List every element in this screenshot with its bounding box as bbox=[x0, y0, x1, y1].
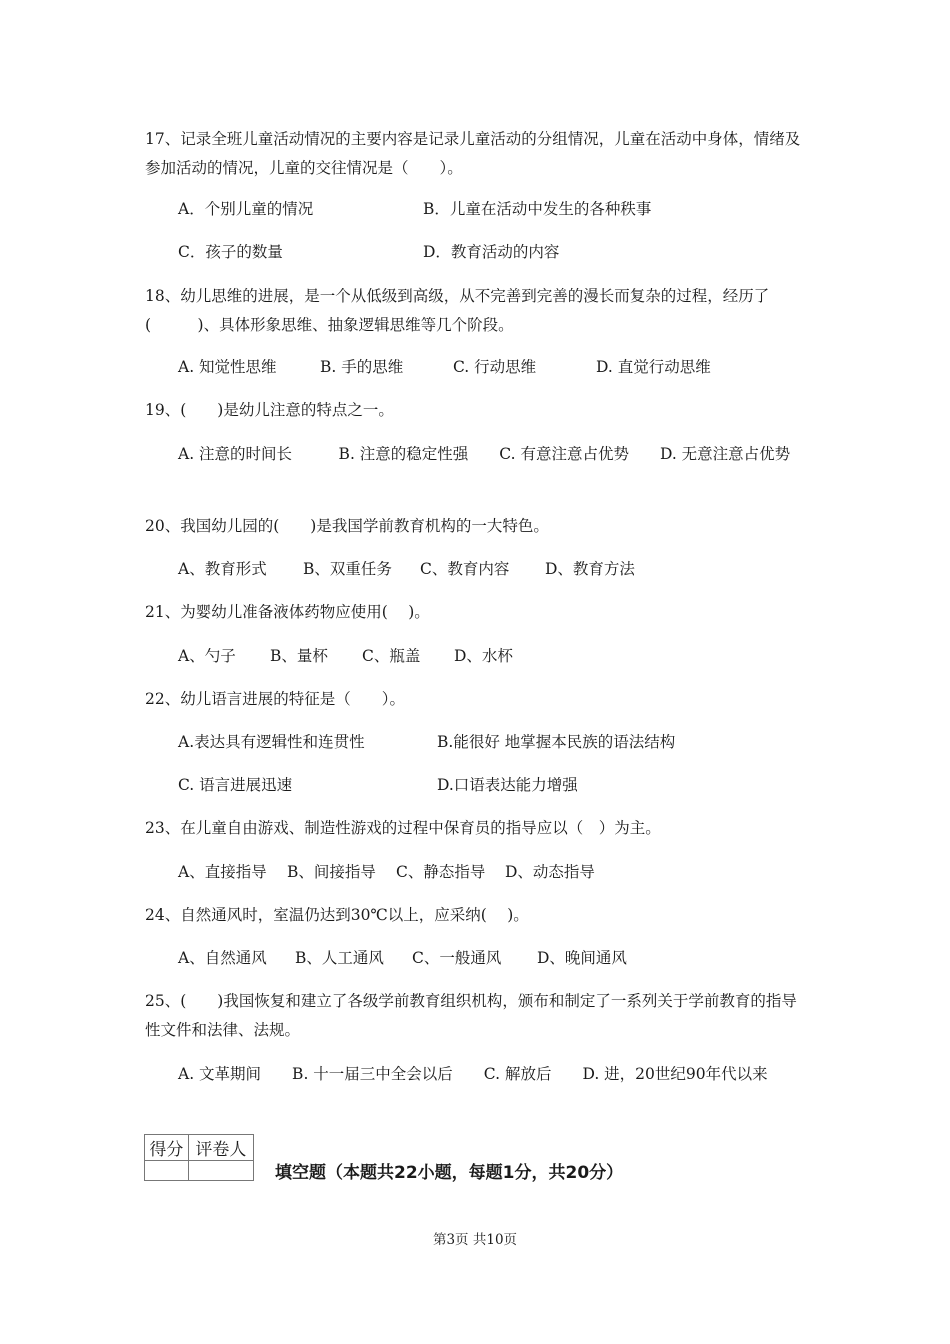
q17-option-b: B．儿童在活动中发生的各种秩事 bbox=[423, 200, 652, 218]
q20-option-a: A、教育形式 bbox=[178, 560, 267, 578]
q18-option-c: C. 行动思维 bbox=[453, 358, 537, 376]
grader-label: 评卷人 bbox=[188, 1135, 253, 1161]
grader-cell[interactable] bbox=[188, 1161, 253, 1181]
q22-option-d: D.口语表达能力增强 bbox=[437, 776, 578, 794]
question-23: 23、在儿童自由游戏、制造性游戏的过程中保育员的指导应以（ ）为主。 bbox=[145, 819, 661, 837]
q19-options: A. 注意的时间长 B. 注意的稳定性强 C. 有意注意占优势 D. 无意注意占优势 bbox=[178, 445, 791, 463]
q22-option-a: A.表达具有逻辑性和连贯性 bbox=[178, 733, 365, 751]
q24-option-b: B、人工通风 bbox=[295, 949, 384, 967]
page-footer: 第3页 共10页 bbox=[432, 1232, 518, 1248]
q22-option-b: B.能很好 地掌握本民族的语法结构 bbox=[437, 733, 676, 751]
question-22: 22、幼儿语言进展的特征是（ ）。 bbox=[145, 690, 405, 708]
q17-option-c: C．孩子的数量 bbox=[178, 243, 283, 261]
q24-option-a: A、自然通风 bbox=[178, 949, 267, 967]
q20-option-d: D、教育方法 bbox=[545, 560, 635, 578]
q17-option-d: D．教育活动的内容 bbox=[423, 243, 560, 261]
question-19: 19、( )是幼儿注意的特点之一。 bbox=[145, 401, 394, 419]
q20-option-c: C、教育内容 bbox=[420, 560, 510, 578]
q23-option-b: B、间接指导 bbox=[287, 863, 376, 881]
question-20: 20、我国幼儿园的( )是我国学前教育机构的一大特色。 bbox=[145, 517, 549, 535]
q25-options: A. 文革期间 B. 十一届三中全会以后 C. 解放后 D. 进，20世纪90年代以来 bbox=[178, 1065, 768, 1083]
q22-option-c: C. 语言进展迅速 bbox=[178, 776, 293, 794]
question-24: 24、自然通风时，室温仍达到30℃以上，应采纳( )。 bbox=[145, 906, 529, 924]
question-25: 25、( )我国恢复和建立了各级学前教育组织机构，颁布和制定了一系列关于学前教育的指导性文件和法律、法规。 bbox=[145, 992, 797, 1039]
q21-option-a: A、勺子 bbox=[178, 647, 236, 665]
q21-option-c: C、瓶盖 bbox=[362, 647, 421, 665]
score-cell[interactable] bbox=[145, 1161, 189, 1181]
q18-option-d: D. 直觉行动思维 bbox=[596, 358, 711, 376]
q17-option-a: A．个别儿童的情况 bbox=[178, 200, 314, 218]
section-title: 填空题（本题共22小题，每题1分，共20分） bbox=[275, 1163, 624, 1183]
score-box bbox=[144, 1134, 254, 1181]
question-18: 18、幼儿思维的进展，是一个从低级到高级，从不完善到完善的漫长而复杂的过程，经历了( )、具体形象思维、抽象逻辑思维等几个阶段。 bbox=[145, 287, 770, 334]
q21-option-d: D、水杯 bbox=[454, 647, 513, 665]
question-21: 21、为婴幼儿准备液体药物应使用( )。 bbox=[145, 603, 430, 621]
question-17: 17、记录全班儿童活动情况的主要内容是记录儿童活动的分组情况，儿童在活动中身体，情绪及参加活动的情况，儿童的交往情况是（ ）。 bbox=[145, 130, 801, 177]
q21-option-b: B、量杯 bbox=[270, 647, 328, 665]
q23-option-d: D、动态指导 bbox=[505, 863, 595, 881]
q24-option-c: C、一般通风 bbox=[412, 949, 502, 967]
q23-option-c: C、静态指导 bbox=[396, 863, 486, 881]
score-label: 得分 bbox=[145, 1135, 189, 1161]
q20-option-b: B、双重任务 bbox=[303, 560, 392, 578]
q24-option-d: D、晚间通风 bbox=[537, 949, 627, 967]
q18-option-a: A. 知觉性思维 bbox=[178, 358, 277, 376]
q23-option-a: A、直接指导 bbox=[178, 863, 267, 881]
q18-option-b: B. 手的思维 bbox=[320, 358, 404, 376]
